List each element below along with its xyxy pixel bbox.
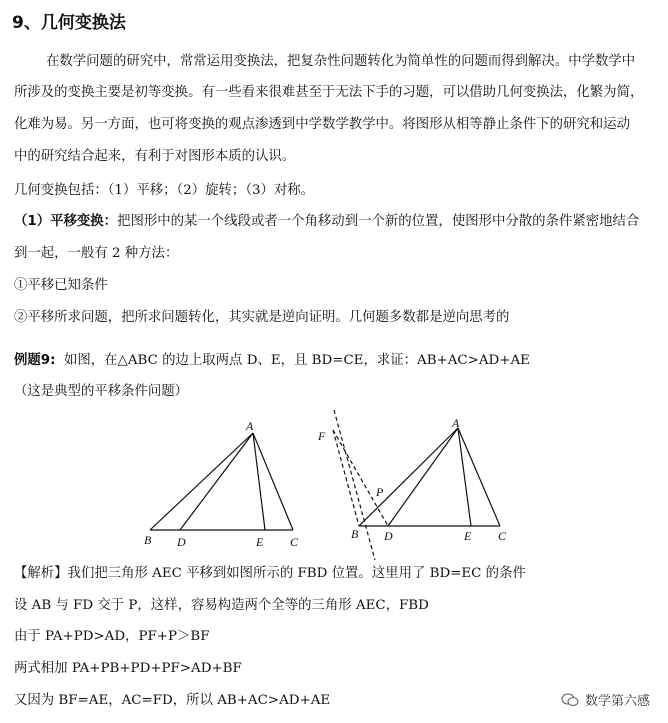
fig2-label-E: E	[464, 529, 472, 543]
transform-types: 几何变换包括：（1）平移；（2）旋转；（3）对称。	[14, 183, 315, 198]
intro-line-1: 在数学问题的研究中，常常运用变换法，把复杂性问题转化为简单性的问题而得到解决。中学数学中	[46, 54, 636, 69]
intro-line-3: 化难为易。另一方面，也可将变换的观点渗透到中学数学教学中。将图形从相等静止条件下的研究和运动	[14, 117, 630, 132]
intro-line-4: 中的研究结合起来，有利于对图形本质的认识。	[14, 149, 296, 164]
example-note: （这是典型的平移条件问题）	[14, 384, 189, 399]
example-text: 如图，在△ABC 的边上取两点 D、E，且 BD=CE，求证：AB+AC>AD+AE	[63, 353, 530, 368]
fig2-label-F: F	[318, 429, 326, 443]
translation-label: （1）平移变换：	[14, 214, 118, 229]
solution-line-3: 由于 PA+PD>AD，PF+P＞BF	[14, 629, 210, 644]
intro-line-2: 所涉及的变换主要是初等变换。有一些看来很难甚至于无法下手的习题，可以借助几何变换法，化繁为简，	[14, 85, 644, 100]
watermark	[561, 690, 650, 709]
method-2: ②平移所求问题，把所求问题转化，其实就是逆向证明。几何题多数都是逆向思考的	[14, 310, 510, 325]
solution-line-1: 【解析】我们把三角形 AEC 平移到如图所示的 FBD 位置。这里用了 BD=EC 的条件	[14, 566, 526, 581]
solution-line-5: 又因为 BF=AE，AC=FD，所以 AB+AC>AD+AE	[14, 693, 331, 708]
translation-text-2: 到一起，一般有 2 种方法：	[14, 246, 179, 261]
fig1-label-D: D	[177, 535, 186, 549]
fig1-label-E: E	[256, 535, 264, 549]
section-title: 9、几何变换法	[12, 13, 126, 33]
watermark-text: 数学第六感	[584, 694, 650, 709]
fig2-label-A: A	[452, 416, 460, 430]
method-1: ①平移已知条件	[14, 278, 108, 293]
example-label: 例题9:	[14, 353, 56, 368]
fig2-label-C: C	[498, 529, 507, 543]
fig2-label-B: B	[351, 527, 359, 541]
fig1-label-A: A	[246, 419, 254, 433]
fig2-label-P: P	[376, 485, 384, 499]
fig1-label-C: C	[290, 535, 299, 549]
wechat-icon	[561, 693, 579, 707]
fig1-label-B: B	[144, 533, 152, 547]
solution-line-2: 设 AB 与 FD 交于 P，这样，容易构造两个全等的三角形 AEC，FBD	[14, 598, 429, 613]
solution-line-4: 两式相加 PA+PB+PD+PF>AD+BF	[14, 661, 242, 676]
fig2-label-D: D	[384, 529, 393, 543]
translation-text: 把图形中的某一个线段或者一个角移动到一个新的位置，使图形中分散的条件紧密地结合	[117, 214, 640, 229]
